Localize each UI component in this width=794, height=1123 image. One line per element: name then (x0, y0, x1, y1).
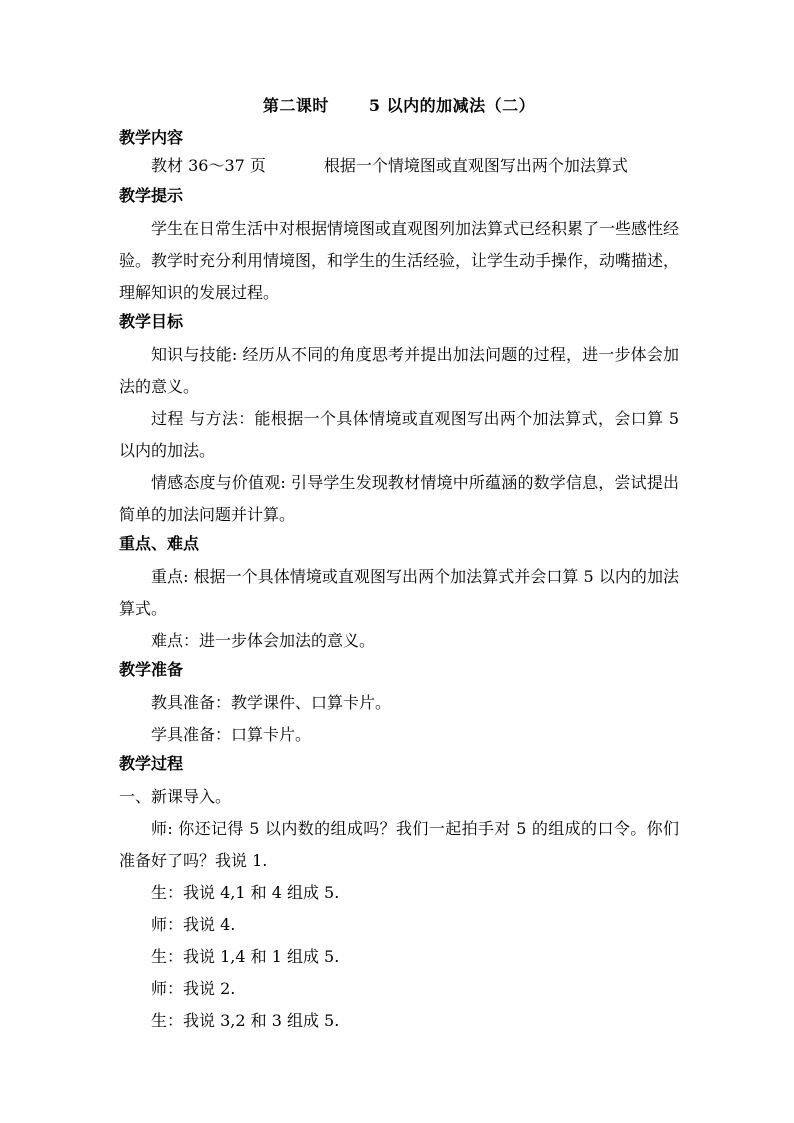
section-heading-keypoints: 重点、难点 (119, 534, 200, 553)
prep-item: 学具准备：口算卡片。 (151, 725, 312, 744)
lesson-title-part1: 第二课时 (262, 96, 329, 115)
section-heading-hint: 教学提示 (119, 186, 184, 205)
section-heading-goals: 教学目标 (119, 312, 184, 331)
section-process (119, 753, 679, 1037)
dialogue-line: 师：我说 2. (151, 979, 236, 998)
lesson-title (119, 95, 679, 125)
goal-item: 情感态度与价值观: 引导学生发现教材情境中所蕴涵的数学信息，尝试提出简单的加法问题并计算。 (119, 473, 679, 524)
section-content (119, 127, 679, 177)
content-desc: 根据一个情境图或直观图写出两个加法算式 (323, 156, 628, 175)
keypoint-item: 难点：进一步体会加法的意义。 (151, 631, 376, 650)
content-row (119, 155, 679, 177)
dialogue-line: 师: 你还记得 5 以内数的组成吗？我们一起拍手对 5 的组成的口令。你们准备好了吗？我说 1. (119, 819, 679, 870)
document-page (119, 95, 679, 1039)
section-heading-process: 教学过程 (119, 754, 184, 773)
section-keypoints (119, 533, 679, 657)
section-hint (119, 185, 679, 309)
dialogue-line: 师：我说 4. (151, 915, 236, 934)
section-heading-content: 教学内容 (119, 128, 184, 147)
process-step: 一、新课导入。 (119, 787, 232, 806)
section-goals (119, 311, 679, 531)
dialogue-line: 生：我说 3,2 和 3 组成 5. (151, 1011, 340, 1030)
section-prep (119, 659, 679, 751)
content-pages: 教材 36～37 页 (151, 156, 266, 175)
section-heading-prep: 教学准备 (119, 660, 184, 679)
hint-paragraph: 学生在日常生活中对根据情境图或直观图列加法算式已经积累了一些感性经验。教学时充分利用情境图，和学生的生活经验，让学生动手操作，动嘴描述，理解知识的发展过程。 (119, 219, 680, 302)
keypoint-item: 重点: 根据一个具体情境或直观图写出两个加法算式并会口算 5 以内的加法算式。 (119, 567, 679, 618)
prep-item: 教具准备：教学课件、口算卡片。 (151, 693, 392, 712)
lesson-title-part2: 5 以内的加减法（二） (368, 96, 536, 115)
dialogue-line: 生：我说 1,4 和 1 组成 5. (151, 947, 340, 966)
goal-item: 知识与技能: 经历从不同的角度思考并提出加法问题的过程，进一步体会加法的意义。 (119, 345, 679, 396)
dialogue-line: 生：我说 4,1 和 4 组成 5. (151, 883, 340, 902)
goal-item: 过程 与方法：能根据一个具体情境或直观图写出两个加法算式，会口算 5 以内的加法。 (119, 409, 679, 460)
